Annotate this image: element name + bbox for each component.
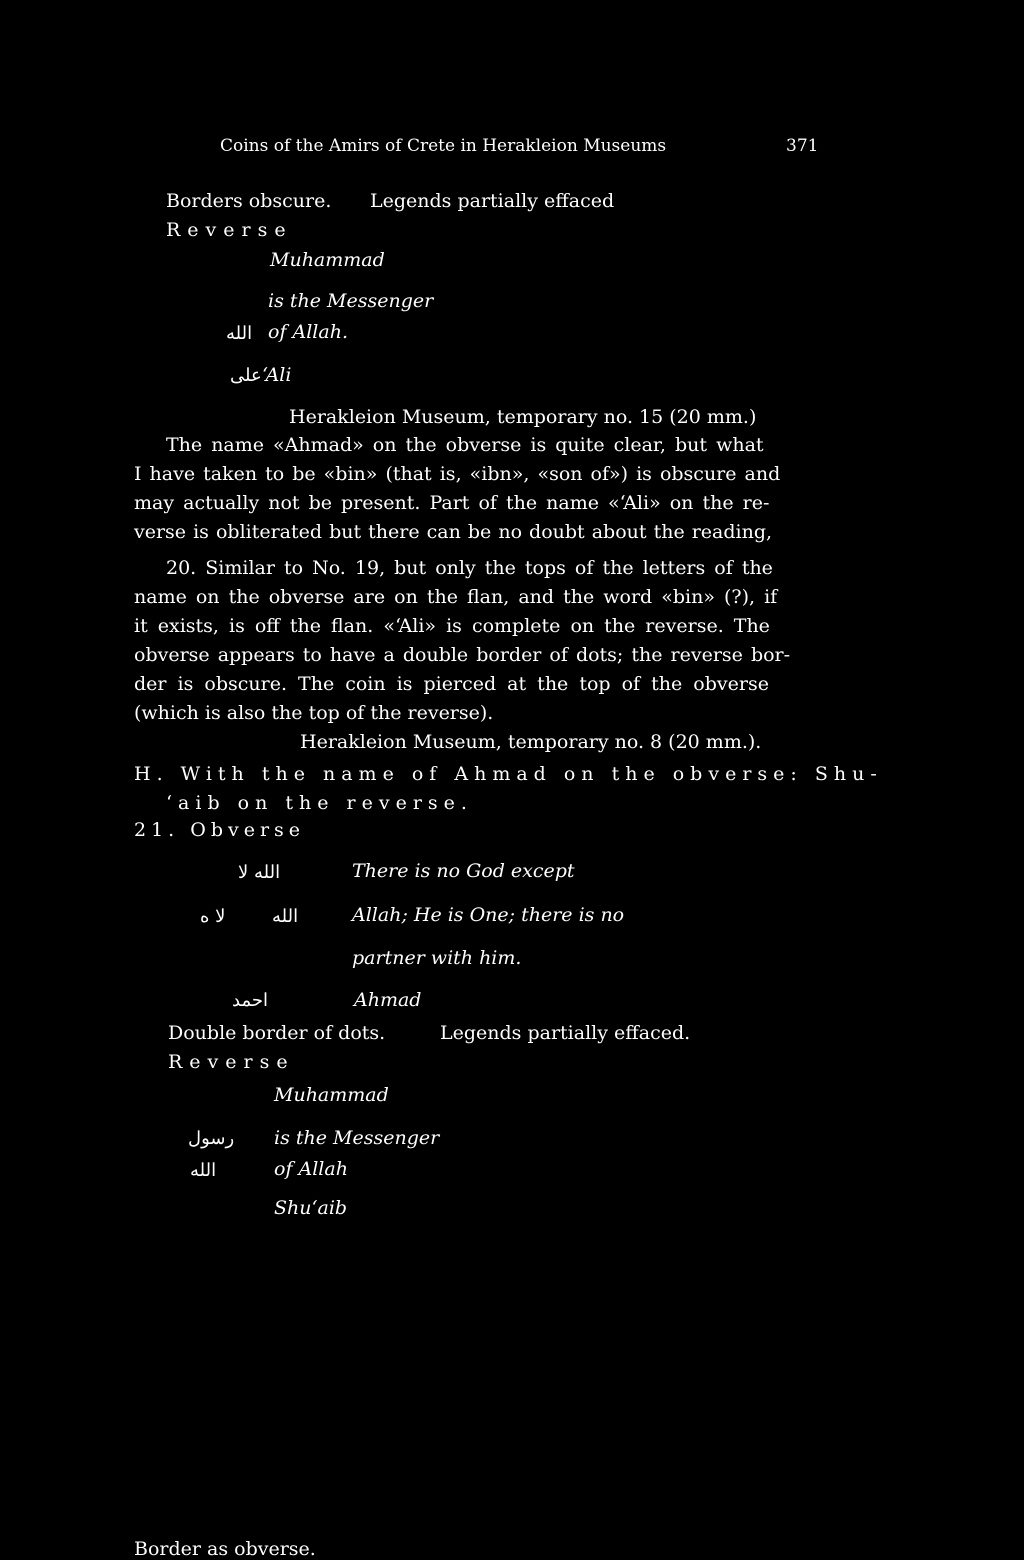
coin20-line-6: (which is also the top of the reverse).	[134, 702, 494, 724]
section-h-heading-2: ‘aib on the reverse.	[166, 792, 473, 814]
arabic-allah-21: الله	[190, 1160, 217, 1181]
coin20-line-3: it exists, is off the flan. «‘Ali» is complete on the reverse. The	[134, 615, 770, 637]
arabic-ahmad: احمد	[232, 990, 268, 1011]
reverse-line-2: is the Messenger	[268, 290, 434, 312]
reverse-line-3: of Allah.	[268, 321, 348, 343]
arabic-rasul: رسول	[188, 1128, 235, 1149]
arabic-obverse-1: الله لا	[238, 862, 281, 883]
reverse21-line-1: Muhammad	[274, 1084, 389, 1106]
obverse-line-3: partner with him.	[352, 947, 522, 969]
borders-note: Borders obscure.	[166, 190, 332, 212]
coin20-line-2: name on the obverse are on the flan, and the word «bin» (?), if	[134, 586, 778, 608]
reverse-label: Reverse	[166, 219, 293, 241]
museum-ref-20: Herakleion Museum, temporary no. 8 (20 mm.).	[300, 731, 762, 753]
obverse-label: 21. Obverse	[134, 819, 306, 841]
commentary-line-1: The name «Ahmad» on the obverse is quite clear, but what	[166, 434, 764, 456]
reverse21-line-3: of Allah	[274, 1158, 348, 1180]
commentary-line-2: I have taken to be «bin» (that is, «ibn», «son of») is obscure and	[134, 463, 781, 485]
commentary-line-3: may actually not be present. Part of the name «‘Ali» on the re-	[134, 492, 770, 514]
coin20-line-1: 20. Similar to No. 19, but only the tops of the letters of the	[166, 557, 773, 579]
obverse-line-1: There is no God except	[352, 860, 575, 882]
obverse-line-2: Allah; He is One; there is no	[352, 904, 625, 926]
coin20-line-4: obverse appears to have a double border of dots; the reverse bor-	[134, 644, 791, 666]
commentary-line-4: verse is obliterated but there can be no doubt about the reading,	[134, 521, 773, 543]
coin20-line-5: der is obscure. The coin is pierced at the top of the obverse	[134, 673, 769, 695]
page-number: 371	[786, 136, 819, 156]
running-title: Coins of the Amirs of Crete in Herakleion Museums	[220, 136, 667, 156]
reverse21-line-2: is the Messenger	[274, 1127, 440, 1149]
section-h-heading-1: H. With the name of Ahmad on the obverse: Shu-	[134, 763, 883, 785]
double-border-note: Double border of dots.	[168, 1022, 386, 1044]
museum-ref-19: Herakleion Museum, temporary no. 15 (20 mm.)	[289, 406, 757, 428]
reverse-line-1: Muhammad	[270, 249, 385, 271]
arabic-obverse-3: الله	[272, 906, 299, 927]
legends-note: Legends partially effaced	[370, 190, 615, 212]
reverse21-line-4: Shu‘aib	[274, 1197, 348, 1219]
obverse-line-4: Ahmad	[354, 989, 422, 1011]
reverse-line-4: ‘Ali	[262, 364, 292, 386]
reverse-label-21: Reverse	[168, 1051, 295, 1073]
legends-note-21: Legends partially effaced.	[440, 1022, 691, 1044]
border-as-obverse: Border as obverse.	[134, 1538, 316, 1560]
arabic-obverse-2: لا ه	[200, 906, 226, 927]
arabic-allah: الله	[226, 323, 253, 344]
arabic-ali: على	[230, 365, 262, 386]
